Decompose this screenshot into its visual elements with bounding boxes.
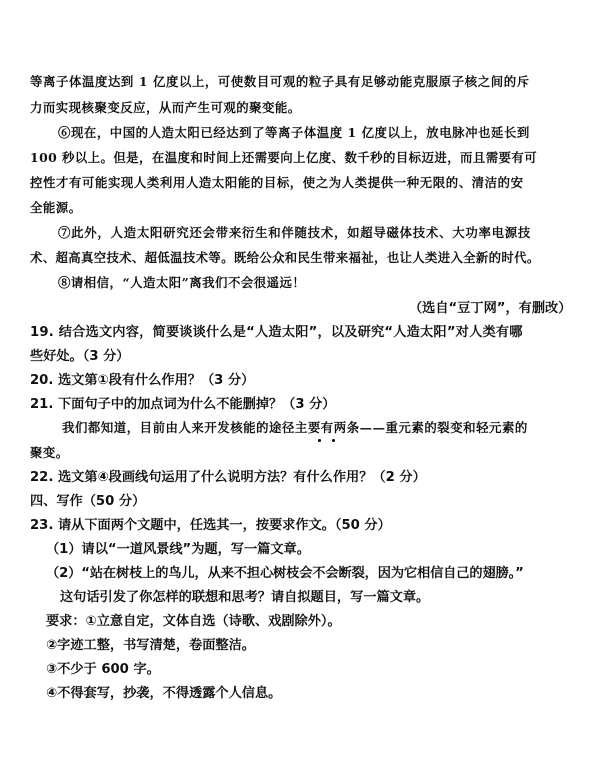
question-21: 21. 下面句子中的加点词为什么不能删掉？（3 分）: [30, 397, 336, 412]
passage-p6-line1: ⑥现在，中国的人造太阳已经达到了等离子体温度 1 亿度以上，放电脉冲也延长到: [58, 125, 530, 140]
writing-option-2-line1: （2）“站在树枝上的鸟儿，从来不担心树枝会不会断裂，因为它相信自己的翅膀。”: [46, 566, 524, 581]
requirement-2: ②字迹工整，书写清楚，卷面整洁。: [46, 638, 255, 653]
passage-p7-line1: ⑦此外，人造太阳研究还会带来衍生和伴随技术，如超导磁体技术、大功率电源技: [58, 225, 532, 240]
writing-option-2-line2: 这句话引发了你怎样的联想和思考？请自拟题目，写一篇文章。: [60, 590, 430, 605]
emphasis-dot: [318, 439, 321, 442]
question-19-line2: 些好处。（3 分）: [30, 349, 130, 364]
question-21-sentence-line1: 我们都知道，目前由人来开发核能的途径主要有两条——重元素的裂变和轻元素的: [62, 420, 528, 435]
requirements: 要求：①立意自定，文体自选（诗歌、戏剧除外）。: [46, 614, 341, 629]
passage-p7-line2: 术、超高真空技术、超低温技术等。既给公众和民生带来福祉，也让人类进入全新的时代。: [30, 250, 540, 265]
passage-p6-line3: 控性才有可能实现人类利用人造太阳能的目标，使之为人类提供一种无限的、清洁的安: [30, 175, 524, 190]
emphasis-dot: [332, 439, 335, 442]
question-21-sentence-line2: 聚变。: [30, 445, 69, 460]
question-23: 23. 请从下面两个文题中，任选其一，按要求作文。（50 分）: [30, 518, 391, 533]
passage-p5-line1: 等离子体温度达到 1 亿度以上，可使数目可观的粒子具有足够动能克服原子核之间的斥: [30, 74, 530, 89]
requirement-4: ④不得套写，抄袭，不得透露个人信息。: [46, 686, 282, 701]
writing-section-title: 四、写作（50 分）: [30, 494, 146, 509]
passage-source: （选自“豆丁网”，有删改）: [409, 301, 572, 316]
passage-p6-line4: 全能源。: [30, 200, 82, 215]
writing-option-1: （1）请以“一道风景线”为题，写一篇文章。: [46, 542, 310, 557]
passage-p6-line2: 100 秒以上。但是，在温度和时间上还需要向上亿度、数千秒的目标迈进，而且需要有可: [30, 150, 538, 165]
question-19-line1: 19. 结合选文内容，简要谈谈什么是“人造太阳”，以及研究“人造太阳”对人类有哪: [30, 325, 523, 340]
requirement-3: ③不少于 600 字。: [46, 662, 160, 677]
passage-p5-line2: 力而实现核聚变反应，从而产生可观的聚变能。: [30, 100, 301, 115]
question-22: 22. 选文第④段画线句运用了什么说明方法？有什么作用？（2 分）: [30, 470, 426, 485]
passage-p8: ⑧请相信，“人造太阳”离我们不会很遥远！: [58, 275, 306, 290]
question-20: 20. 选文第①段有什么作用？（3 分）: [30, 373, 255, 388]
